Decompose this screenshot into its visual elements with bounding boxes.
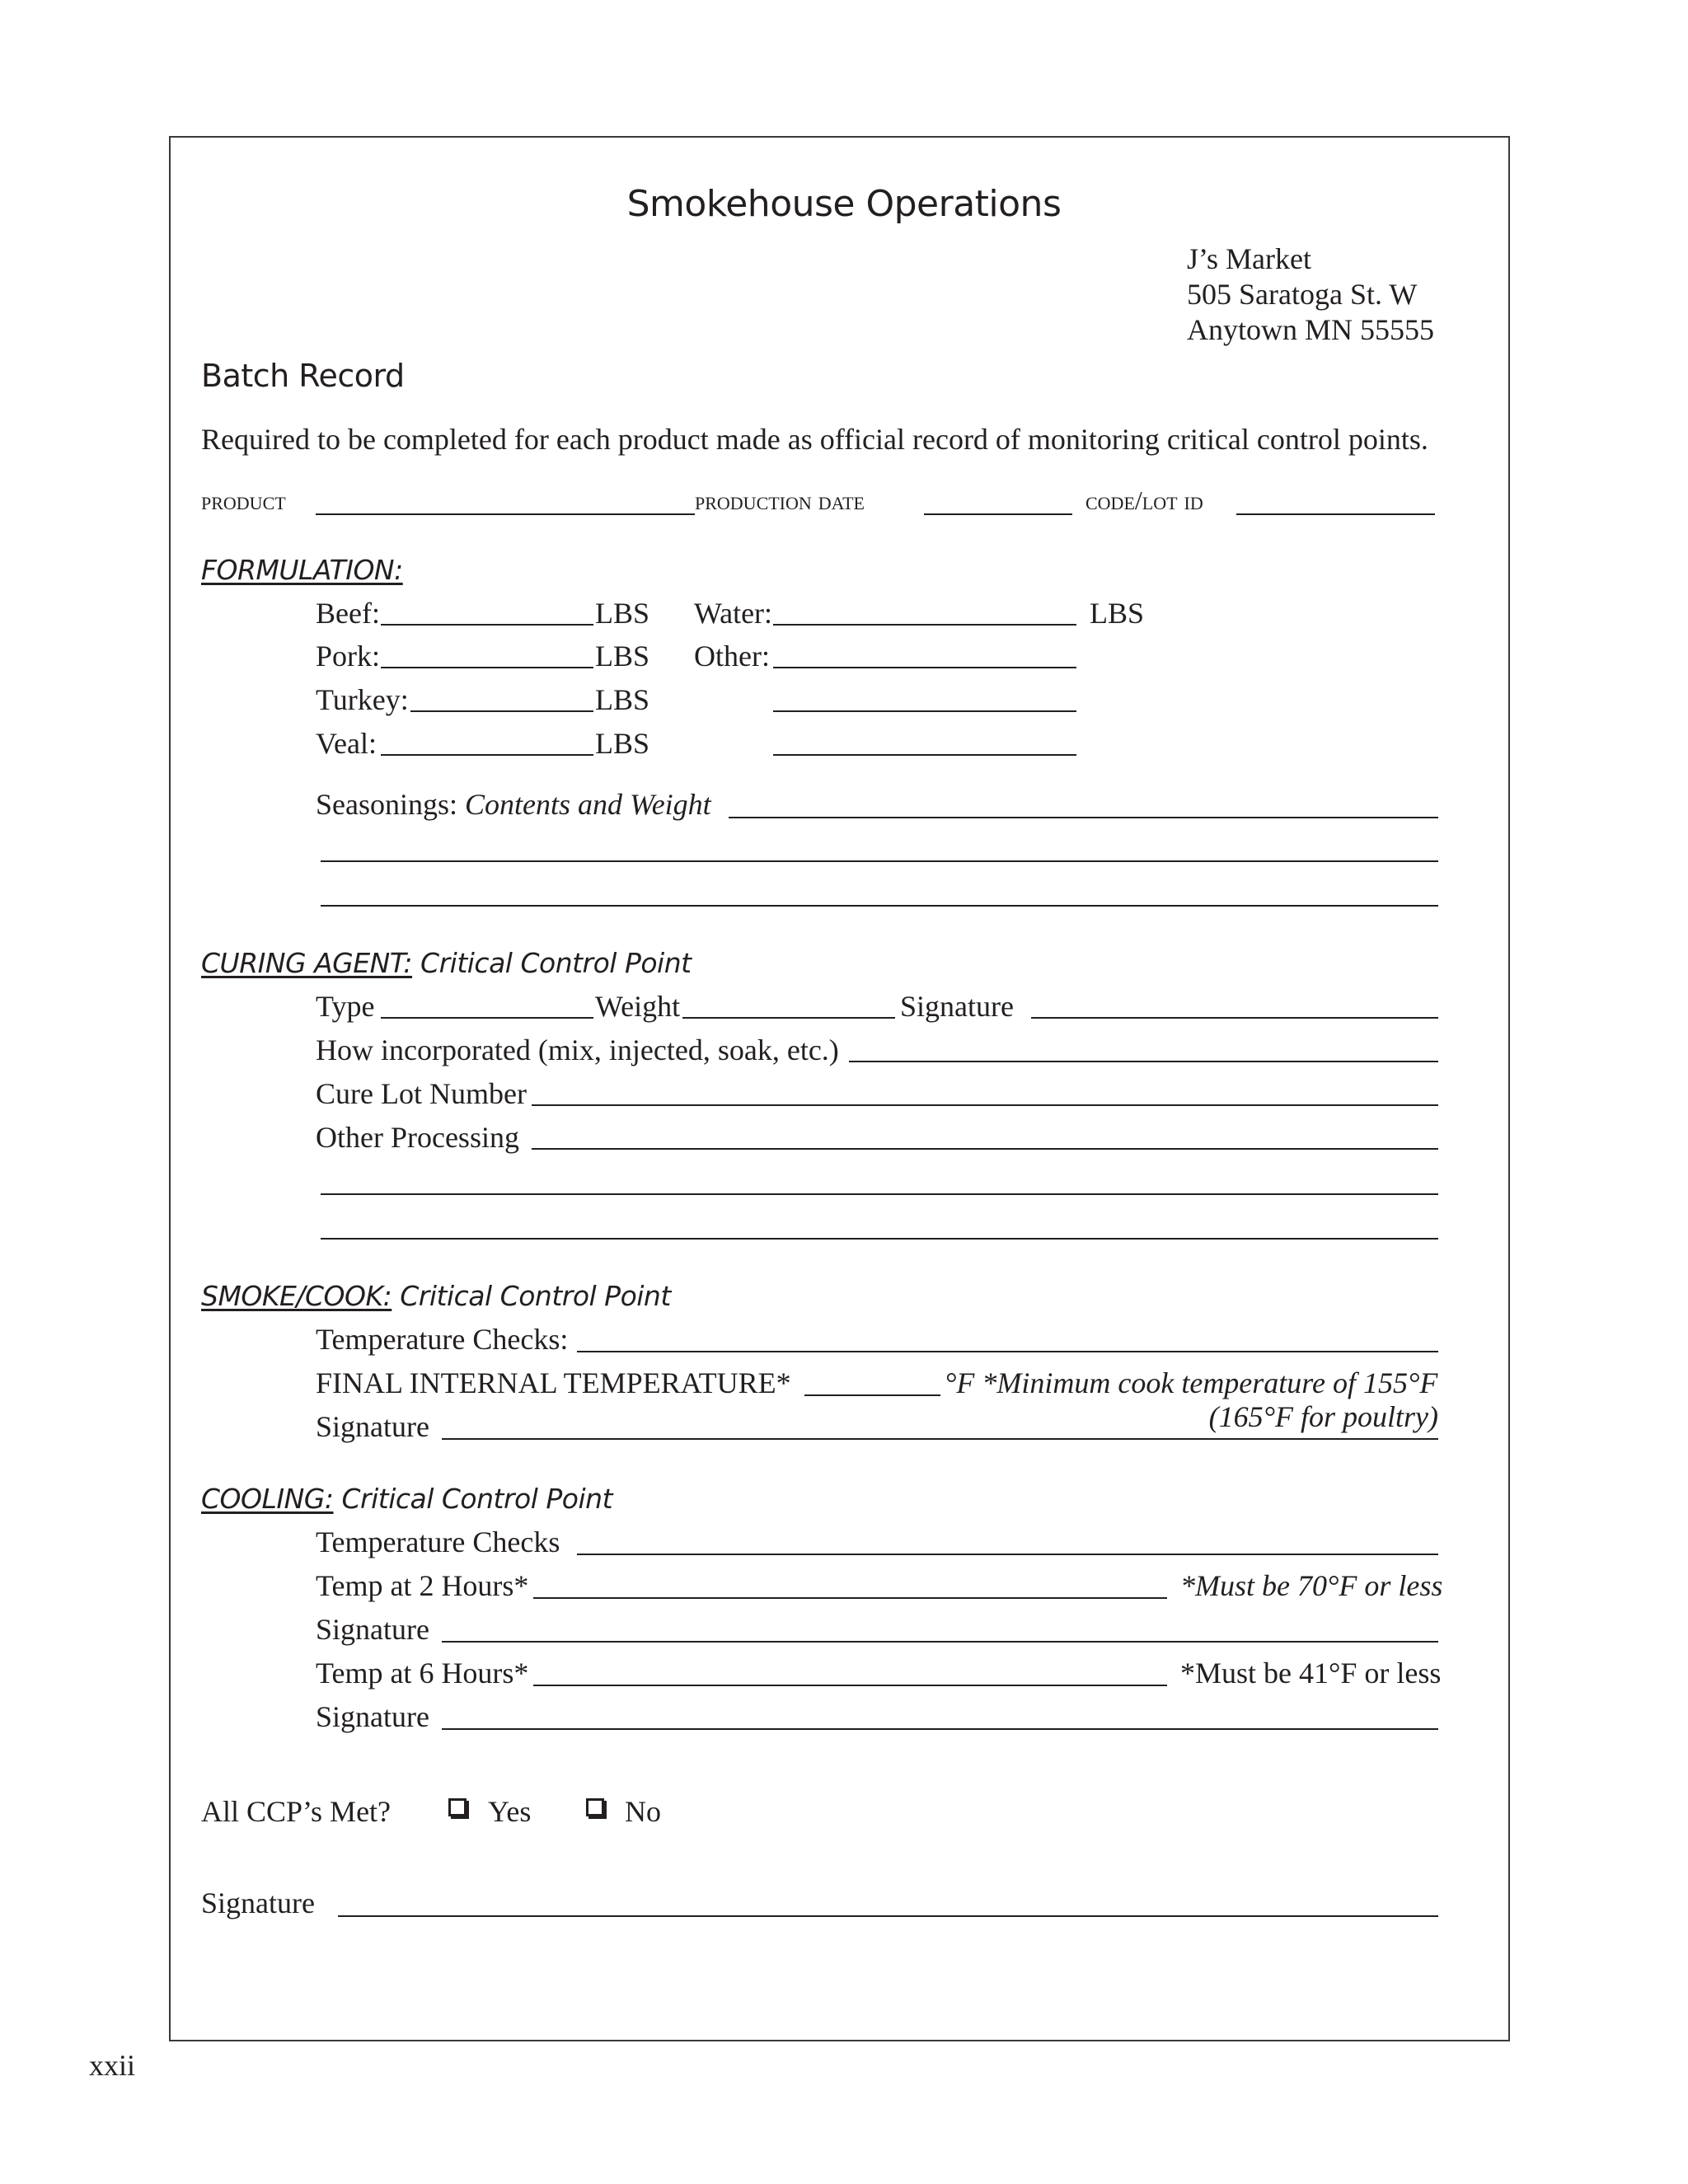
address-line-3: Anytown MN 55555	[1187, 313, 1435, 346]
temp-2-hours-note: *Must be 70°F or less	[1180, 1569, 1443, 1602]
final-signature-label: Signature	[201, 1886, 315, 1919]
final-temp-label: FINAL INTERNAL TEMPERATURE*	[316, 1366, 791, 1399]
veal-field[interactable]	[381, 754, 593, 756]
smoke-signature-label: Signature	[316, 1410, 429, 1443]
pork-unit: LBS	[595, 640, 650, 673]
pork-field[interactable]	[381, 667, 593, 668]
curing-signature-field[interactable]	[1031, 1017, 1438, 1019]
product-field[interactable]	[316, 513, 695, 515]
final-signature-field[interactable]	[338, 1915, 1438, 1917]
pork-label: Pork:	[316, 640, 381, 673]
veal-unit: LBS	[595, 727, 650, 760]
final-temp-field[interactable]	[804, 1394, 940, 1396]
cooling-temp-checks-field[interactable]	[577, 1554, 1438, 1555]
how-incorporated-field[interactable]	[849, 1061, 1438, 1062]
smoke-signature-field[interactable]	[442, 1438, 1438, 1440]
water-field[interactable]	[773, 624, 1076, 626]
cooling-signature-label-1: Signature	[316, 1613, 429, 1646]
other-field-1[interactable]	[773, 667, 1076, 668]
smoke-cook-heading: SMOKE/COOK: Critical Control Point	[201, 1280, 671, 1312]
temp-6-hours-note: *Must be 41°F or less	[1180, 1657, 1442, 1690]
poultry-note: (165°F for poultry)	[1208, 1400, 1438, 1433]
page-number: xxii	[89, 2049, 136, 2082]
weight-field[interactable]	[682, 1017, 895, 1019]
water-label: Water:	[694, 597, 773, 630]
cooling-heading: COOLING: Critical Control Point	[201, 1483, 613, 1515]
cooling-signature-field-1[interactable]	[442, 1641, 1438, 1643]
curing-heading: CURING AGENT: Critical Control Point	[201, 947, 692, 979]
yes-checkbox[interactable]	[448, 1798, 467, 1816]
production-date-label: production date	[695, 485, 865, 515]
other-processing-field[interactable]	[532, 1148, 1438, 1150]
no-label: No	[625, 1795, 661, 1828]
type-field[interactable]	[381, 1017, 593, 1019]
yes-label: Yes	[488, 1795, 532, 1828]
batch-record-heading: Batch Record	[201, 358, 405, 394]
water-unit: LBS	[1090, 597, 1145, 630]
weight-label: Weight	[595, 990, 681, 1023]
other-field-3[interactable]	[773, 754, 1076, 756]
formulation-heading: FORMULATION:	[201, 554, 403, 586]
cooling-signature-field-2[interactable]	[442, 1728, 1438, 1730]
cooling-temp-checks-label: Temperature Checks	[316, 1526, 560, 1558]
seasonings-line-3[interactable]	[321, 905, 1438, 907]
other-processing-line-3[interactable]	[321, 1238, 1438, 1240]
seasonings-field[interactable]	[729, 817, 1438, 818]
code-lot-label: code/lot id	[1085, 485, 1203, 515]
beef-unit: LBS	[595, 597, 650, 630]
type-label: Type	[316, 990, 375, 1023]
instructions: Required to be completed for each product made as official record of monitoring critical control points.	[201, 423, 1428, 456]
turkey-label: Turkey:	[316, 683, 409, 716]
seasonings-line-2[interactable]	[321, 860, 1438, 862]
production-date-field[interactable]	[924, 513, 1072, 515]
curing-signature-label: Signature	[900, 990, 1014, 1023]
code-lot-field[interactable]	[1236, 513, 1435, 515]
final-temp-note: °F *Minimum cook temperature of 155°F	[945, 1366, 1438, 1399]
ccp-question: All CCP’s Met?	[201, 1795, 392, 1828]
address-line-1: J’s Market	[1187, 242, 1311, 275]
turkey-unit: LBS	[595, 683, 650, 716]
address-line-2: 505 Saratoga St. W	[1187, 278, 1418, 311]
temp-2-hours-field[interactable]	[533, 1597, 1167, 1599]
beef-label: Beef:	[316, 597, 380, 630]
page-title: Smokehouse Operations	[626, 183, 1062, 225]
product-label: product	[201, 485, 286, 515]
temp-6-hours-field[interactable]	[533, 1685, 1167, 1686]
beef-field[interactable]	[381, 624, 593, 626]
temp-6-hours-label: Temp at 6 Hours*	[316, 1657, 529, 1690]
smoke-temp-checks-field[interactable]	[577, 1351, 1438, 1352]
other-processing-label: Other Processing	[316, 1121, 519, 1154]
turkey-field[interactable]	[410, 710, 593, 712]
cooling-signature-label-2: Signature	[316, 1700, 429, 1733]
how-incorporated-label: How incorporated (mix, injected, soak, etc.)	[316, 1033, 839, 1066]
smoke-temp-checks-label: Temperature Checks:	[316, 1323, 569, 1356]
seasonings-label: Seasonings: Contents and Weight	[316, 788, 711, 821]
cure-lot-field[interactable]	[532, 1104, 1438, 1106]
no-checkbox[interactable]	[586, 1798, 604, 1816]
other-label: Other:	[694, 640, 770, 673]
cure-lot-label: Cure Lot Number	[316, 1077, 527, 1110]
other-field-2[interactable]	[773, 710, 1076, 712]
other-processing-line-2[interactable]	[321, 1193, 1438, 1195]
veal-label: Veal:	[316, 727, 377, 760]
temp-2-hours-label: Temp at 2 Hours*	[316, 1569, 529, 1602]
